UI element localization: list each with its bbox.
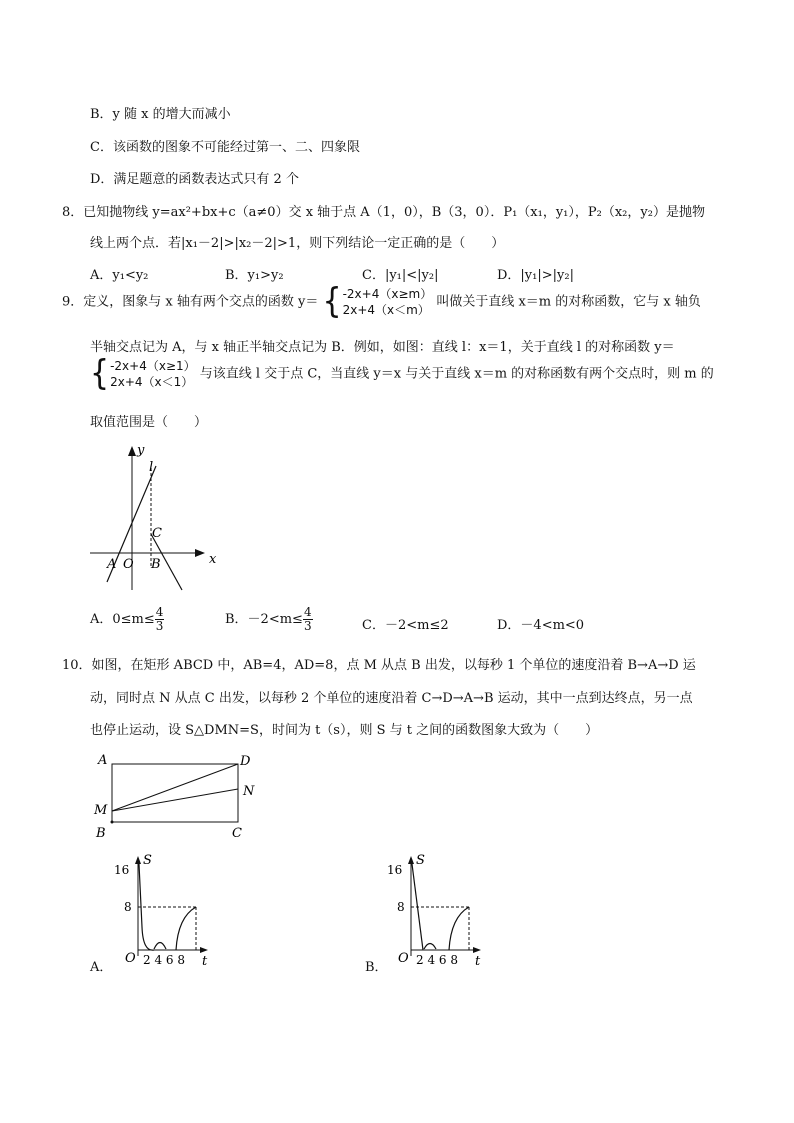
s-axis-arrow-icon [408,856,414,864]
label-o: O [398,951,409,966]
q8-number: 8．已知抛物线 [62,205,153,220]
q10-stem-line1: 10．如图，在矩形 ABCD 中，AB=4，AD=8，点 M 从点 B 出发，以每秒 1 个单位的速度沿着 B→A→D 运 [62,658,696,673]
q9-stem-line3 [90,353,714,394]
label-a: A [107,557,117,572]
label-c: C [232,826,242,841]
q9-stem-text-a: 9．定义，图象与 x 轴有两个交点的函数 y＝ [62,294,319,310]
q9-stem-text-c: 与该直线 l 交于点 C，当直线 y＝x 与关于直线 x＝m 的对称函数有两个交点时，则 m 的 [199,366,714,382]
label-l: l [149,460,154,475]
q9-figure [85,438,235,598]
label-c: C [152,526,162,541]
label-o: O [123,557,134,572]
segment-mn [112,789,238,811]
q10-stem-line3: 也停止运动，设 S△DMN=S，时间为 t（s），则 S 与 t 之间的函数图象大致为（ ） [90,723,599,738]
label-x: x [209,552,217,567]
q7-option-d: D．满足题意的函数表达式只有 2 个 [90,172,299,187]
label-s: S [416,853,425,868]
q9-stem-line2: 半轴交点记为 A，与 x 轴正半轴交点记为 B．例如，如图：直线 l：x＝1，关于直线 l 的对称函数 y＝ [90,340,675,355]
label-16: 16 [114,863,130,877]
case-lt-1: 2x+4（x＜1） [110,375,194,389]
label-a: A [98,753,108,768]
t-axis-arrow-icon [473,947,481,953]
curve-segment-1 [139,864,154,950]
q8-option-c: C．|y₁|<|y₂| [362,268,439,283]
q10-stem-line2: 动，同时点 N 从点 C 出发，以每秒 2 个单位的速度沿着 C→D→A→B 运动，其中一点到达终点，另一点 [90,691,693,706]
q8-option-d: D．|y₁|>|y₂| [497,268,574,283]
label-b: B [151,557,161,572]
q9-stem-line4: 取值范围是（ ） [90,415,208,430]
brace-icon: { [90,353,110,394]
q8-stem-line2: 线上两个点．若|x₁－2|>|x₂－2|>1，则下列结论一定正确的是（ ） [90,236,505,251]
q8-option-a: A．y₁<y₂ [90,268,149,283]
s-axis-arrow-icon [135,856,141,864]
piecewise-function-1 [90,353,196,394]
label-16: 16 [387,863,403,877]
piecewise-function-m [322,281,433,322]
label-y: y [137,443,145,458]
q9-option-a [90,606,164,633]
label-t: t [202,954,208,969]
q10-option-b: B． [365,960,388,975]
brace-icon: { [322,281,342,322]
q8-stem-text: y=ax²+bx+c（a≠0）交 x 轴于点 A（1，0），B（3，0）．P₁（x₁，y₁），P₂（x₂，y₂）是抛物 [152,205,705,220]
q9-option-c: C．－2<m≤2 [362,618,449,633]
q9-stem-text-b: 叫做关于直线 x＝m 的对称函数，它与 x 轴负 [436,294,701,310]
q10-option-a-graph [110,852,240,972]
q8-option-b: B．y₁>y₂ [225,268,284,283]
label-n: N [243,784,255,799]
label-8: 8 [124,900,132,914]
tick-labels: 2 4 6 8 [143,953,185,967]
q7-option-c: C．该函数的图象不可能经过第一、二、四象限 [90,140,360,155]
segment-md [112,764,238,811]
q10-option-b-graph [383,852,513,972]
label-t: t [475,954,481,969]
x-axis-arrow-icon [195,549,205,557]
q10-rectangle-figure [88,748,268,843]
q9-option-a-text: A．0≤m≤ [90,612,155,627]
t-axis-arrow-icon [200,947,208,953]
curve-segment-2 [154,943,166,950]
curve-segment-3 [176,907,196,950]
fraction-4-3: $\frac{4}{3}$ [155,605,164,633]
curve-segment-3 [449,907,469,950]
case-ge-1: -2x+4（x≥1） [110,359,196,373]
q9-option-b-text: B．－2<m≤ [225,612,303,627]
q10-option-a: A． [90,960,113,975]
rectangle-abcd [112,764,238,822]
case-lt-m: 2x+4（x＜m） [342,303,430,317]
label-b: B [96,826,106,841]
q7-option-b: B．y 随 x 的增大而减小 [90,107,231,122]
label-d: D [240,754,251,769]
q8-stem-line1 [62,201,705,220]
label-8: 8 [397,900,405,914]
q9-option-d: D．－4<m<0 [497,618,585,633]
case-ge-m: -2x+4（x≥m） [342,287,433,301]
label-m: M [94,803,108,818]
label-s: S [143,853,152,868]
y-axis-arrow-icon [128,446,136,456]
label-o: O [125,951,136,966]
point-b-dot [111,821,114,824]
curve-segment-2 [424,944,436,950]
q9-option-b [225,606,313,633]
fraction-4-3: $\frac{4}{3}$ [303,605,312,633]
q9-stem-line1 [62,281,701,322]
tick-labels: 2 4 6 8 [416,953,458,967]
